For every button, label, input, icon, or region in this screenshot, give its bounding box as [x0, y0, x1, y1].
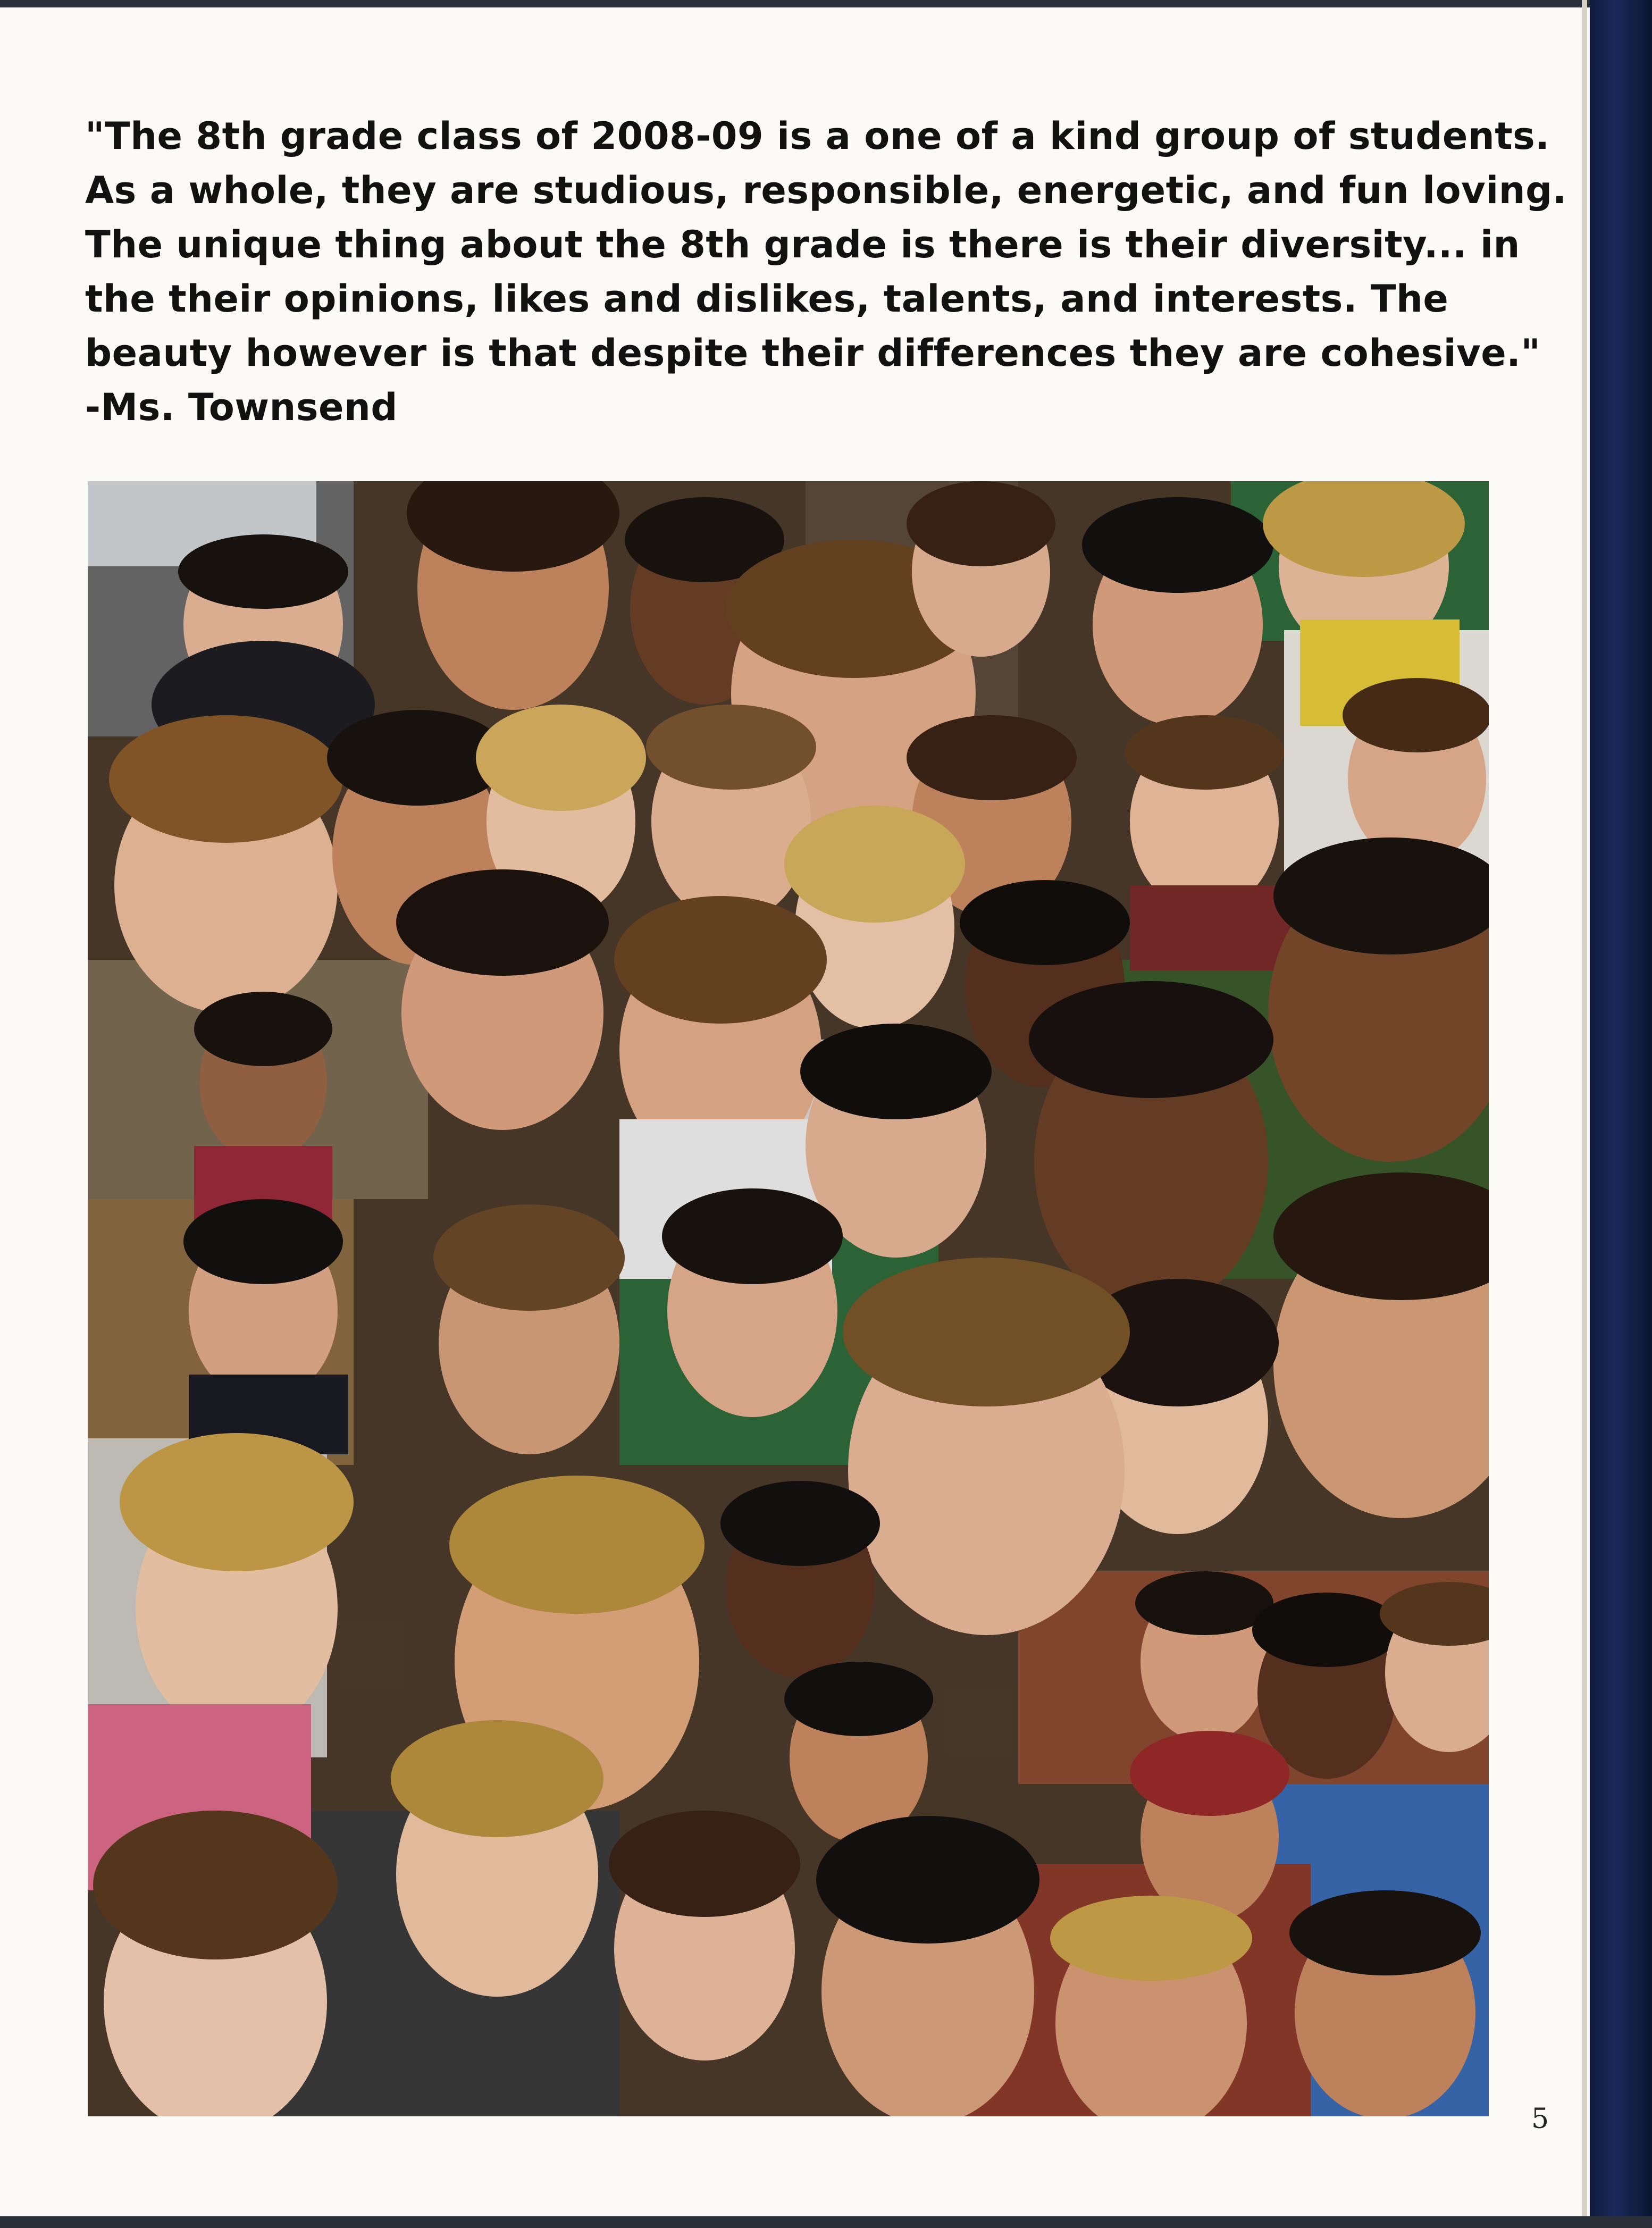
- quote-line-4: the their opinions, likes and dislikes, talents, and interests. The: [85, 277, 1449, 321]
- quote-attribution: -Ms. Townsend: [85, 386, 398, 429]
- class-quote: [85, 109, 1567, 434]
- student-photo-collage: [88, 481, 1489, 2116]
- photo-collage-icon: [88, 481, 1489, 2116]
- quote-line-5: beauty however is that despite their differences they are cohesive.": [85, 331, 1541, 375]
- binding-edge: [1590, 0, 1652, 2228]
- quote-line-3: The unique thing about the 8th grade is there is their diversity... in: [85, 223, 1520, 266]
- quote-line-2: As a whole, they are studious, responsible, energetic, and fun loving.: [85, 169, 1567, 212]
- page-number: 5: [1531, 2103, 1549, 2135]
- bottom-scan-edge: [0, 2216, 1652, 2228]
- binding-margin-line: [1582, 0, 1587, 2228]
- top-scan-edge: [0, 0, 1652, 7]
- quote-line-1: "The 8th grade class of 2008-09 is a one of a kind group of students.: [85, 114, 1550, 158]
